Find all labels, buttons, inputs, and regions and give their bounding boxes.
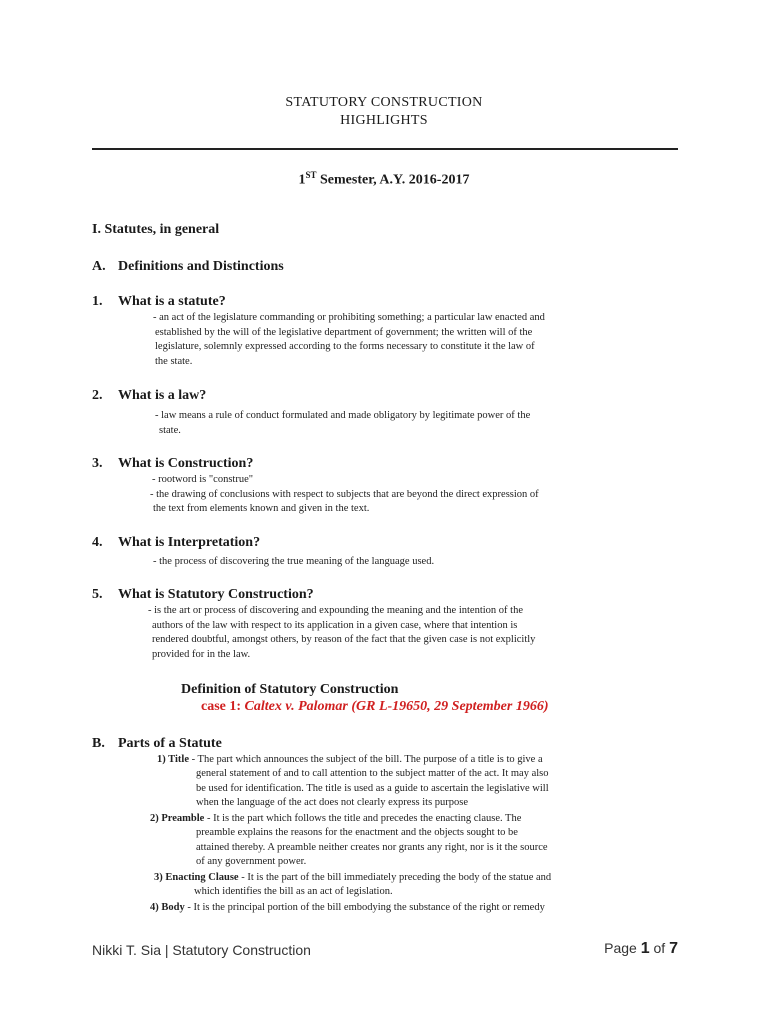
question-4-heading: 4. What is Interpretation?	[92, 535, 261, 550]
question-3-answer: - rootword is "construe" - the drawing of conclusions with respect to subjects that are beyond the direct expression of the text from elements known and given in the text.	[150, 474, 539, 515]
part-enacting-clause: 3) Enacting Clause - It is the part of the bill immediately preceding the body of the statue and which identifies the bill as an act of legislation.	[154, 872, 552, 898]
question-4-answer: - the process of discovering the true meaning of the language used.	[153, 556, 435, 567]
semester-line: 1ST Semester, A.Y. 2016-2017	[298, 170, 470, 188]
section-b-heading: B. Parts of a Statute	[92, 736, 222, 751]
part-title: 1) Title - The part which announces the subject of the bill. The purpose of a title is to give a general statement of and to call attention to the subject matter of the act. It may also be used for identification. The title is used as a guide to ascertain the legislative will when the language of the act does not clearly express its purpose	[157, 754, 549, 809]
question-1-answer: - an act of the legislature commanding or prohibiting something; a particular law enacted and established by the will of the legislative department of government; the written will of the legislature, solemnly expressed according to the forms necessary to constitute it the law of the state.	[153, 312, 545, 367]
definition-heading: Definition of Statutory Construction	[181, 682, 399, 697]
question-5-heading: 5. What is Statutory Construction?	[92, 587, 314, 602]
section-i-heading: I. Statutes, in general	[92, 222, 220, 237]
section-a-heading: A. Definitions and Distinctions	[92, 259, 284, 274]
footer-page-number: Page 1 of 7	[604, 940, 678, 957]
part-body: 4) Body - It is the principal portion of the bill embodying the substance of the right or remedy	[150, 902, 545, 913]
question-3-heading: 3. What is Construction?	[92, 456, 254, 471]
footer-author: Nikki T. Sia | Statutory Construction	[92, 942, 311, 958]
case-1-citation: case 1: Caltex v. Palomar (GR L-19650, 29 September 1966)	[201, 699, 549, 714]
title-divider	[92, 148, 678, 150]
part-preamble: 2) Preamble - It is the part which follows the title and precedes the enacting clause. The preamble explains the reasons for the enactment and the objects sought to be attained thereby. A preamble neither creates nor grants any right, nor is it the source of any government power.	[150, 813, 548, 868]
question-2-answer: - law means a rule of conduct formulated and made obligatory by legitimate power of the state.	[155, 410, 531, 436]
document-title-line2: HIGHLIGHTS	[340, 113, 428, 128]
question-5-answer: - is the art or process of discovering and expounding the meaning and the intention of the authors of the law with respect to its application in a given case, where that intention is rendered doubtful, amongst others, by reason of the fact that the given case is not explicitly provided for in the law.	[148, 605, 536, 660]
question-2-heading: 2. What is a law?	[92, 388, 207, 403]
question-1-heading: 1. What is a statute?	[92, 294, 226, 309]
document-title-line1: STATUTORY CONSTRUCTION	[285, 95, 483, 110]
